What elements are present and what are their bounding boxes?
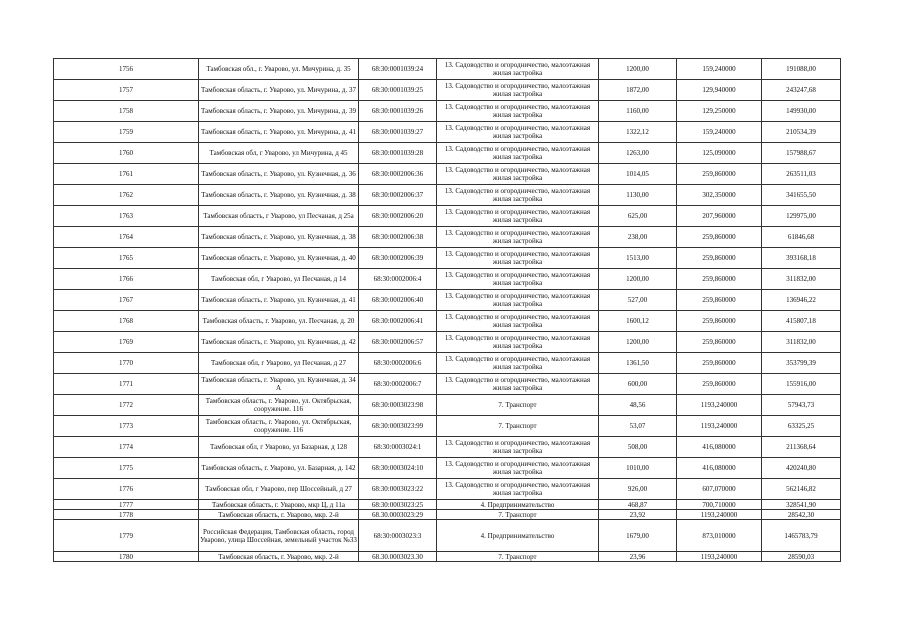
specific-value-cell: 873,010000 [677, 520, 762, 552]
specific-value-cell: 129,940000 [677, 80, 762, 101]
area-cell: 1872,00 [599, 80, 677, 101]
specific-value-cell: 1193,240000 [677, 510, 762, 520]
address-cell: Тамбовская область, г. Уварово, ул. Кузнечная, д. 38 [199, 227, 359, 248]
area-cell: 1200,00 [599, 332, 677, 353]
row-number-cell: 1766 [54, 269, 199, 290]
address-cell: Российская Федерация, Тамбовская область, город Уварово, улица Шоссейная, земельный участок №33 [199, 520, 359, 552]
cadastral-number-cell: 68:30:0002006:39 [359, 248, 437, 269]
row-number-cell: 1764 [54, 227, 199, 248]
table-row [54, 520, 841, 552]
table-row [54, 552, 841, 562]
row-number-cell: 1763 [54, 206, 199, 227]
cadastral-value-cell: 415807,18 [762, 311, 841, 332]
address-cell: Тамбовская обл, г Уварово, ул Мичурина, д 45 [199, 143, 359, 164]
table-row [54, 248, 841, 269]
cadastral-number-cell: 68.30.0003023:29 [359, 510, 437, 520]
cadastral-value-cell: 328541,90 [762, 500, 841, 510]
specific-value-cell: 1193,240000 [677, 416, 762, 437]
row-number-cell: 1775 [54, 458, 199, 479]
row-number-cell: 1779 [54, 520, 199, 552]
specific-value-cell: 159,240000 [677, 122, 762, 143]
specific-value-cell: 159,240000 [677, 59, 762, 80]
cadastral-number-cell: 68:30:0003023:22 [359, 479, 437, 500]
area-cell: 508,00 [599, 437, 677, 458]
address-cell: Тамбовская область, г. Уварово, ул. Кузнечная, д. 40 [199, 248, 359, 269]
cadastral-number-cell: 68:30:0001039:28 [359, 143, 437, 164]
address-cell: Тамбовская область, г. Уварово, ул. Октябрьская, сооружение. 116 [199, 395, 359, 416]
table-row [54, 332, 841, 353]
table-row [54, 374, 841, 395]
land-use-cell: 7. Транспорт [437, 552, 599, 562]
land-use-cell: 4. Предпринимательство [437, 500, 599, 510]
cadastral-number-cell: 68:30:0002006:36 [359, 164, 437, 185]
cadastral-value-table [53, 58, 841, 562]
area-cell: 600,00 [599, 374, 677, 395]
specific-value-cell: 700,710000 [677, 500, 762, 510]
cadastral-number-cell: 68:30:0002006:57 [359, 332, 437, 353]
specific-value-cell: 1193,240000 [677, 552, 762, 562]
area-cell: 1014,05 [599, 164, 677, 185]
specific-value-cell: 129,250000 [677, 101, 762, 122]
land-use-cell: 13. Садоводство и огородничество, малоэтажная жилая застройка [437, 290, 599, 311]
land-use-cell: 13. Садоводство и огородничество, малоэтажная жилая застройка [437, 353, 599, 374]
area-cell: 23,96 [599, 552, 677, 562]
table-row [54, 311, 841, 332]
cadastral-number-cell: 68:30:0003024:1 [359, 437, 437, 458]
area-cell: 1010,00 [599, 458, 677, 479]
row-number-cell: 1771 [54, 374, 199, 395]
row-number-cell: 1756 [54, 59, 199, 80]
land-use-cell: 13. Садоводство и огородничество, малоэтажная жилая застройка [437, 206, 599, 227]
row-number-cell: 1769 [54, 332, 199, 353]
table-row [54, 227, 841, 248]
specific-value-cell: 259,860000 [677, 248, 762, 269]
cadastral-number-cell: 68:30:0002006:37 [359, 185, 437, 206]
address-cell: Тамбовская область, г. Уварово, ул. Кузнечная, д. 34 А [199, 374, 359, 395]
specific-value-cell: 607,070000 [677, 479, 762, 500]
area-cell: 48,56 [599, 395, 677, 416]
address-cell: Тамбовская область, г. Уварово, ул. Базарная, д. 142 [199, 458, 359, 479]
address-cell: Тамбовская область, г. Уварово, ул. Кузнечная, д. 42 [199, 332, 359, 353]
land-use-cell: 13. Садоводство и огородничество, малоэтажная жилая застройка [437, 311, 599, 332]
land-use-cell: 13. Садоводство и огородничество, малоэтажная жилая застройка [437, 59, 599, 80]
land-use-cell: 13. Садоводство и огородничество, малоэтажная жилая застройка [437, 479, 599, 500]
area-cell: 1200,00 [599, 59, 677, 80]
cadastral-number-cell: 68:30:0002006:20 [359, 206, 437, 227]
specific-value-cell: 259,860000 [677, 164, 762, 185]
row-number-cell: 1776 [54, 479, 199, 500]
cadastral-number-cell: 68:30:0002006:38 [359, 227, 437, 248]
land-use-cell: 13. Садоводство и огородничество, малоэтажная жилая застройка [437, 80, 599, 101]
address-cell: Тамбовская область, г. Уварово, мкр. 2-й [199, 510, 359, 520]
area-cell: 23,92 [599, 510, 677, 520]
address-cell: Тамбовская область, г. Уварово, ул. Мичурина, д. 41 [199, 122, 359, 143]
cadastral-value-cell: 311832,00 [762, 332, 841, 353]
address-cell: Тамбовская область, г. Уварово, ул. Мичурина, д. 37 [199, 80, 359, 101]
cadastral-value-cell: 157988,67 [762, 143, 841, 164]
row-number-cell: 1767 [54, 290, 199, 311]
specific-value-cell: 125,090000 [677, 143, 762, 164]
area-cell: 1513,00 [599, 248, 677, 269]
row-number-cell: 1762 [54, 185, 199, 206]
row-number-cell: 1773 [54, 416, 199, 437]
land-use-cell: 13. Садоводство и огородничество, малоэтажная жилая застройка [437, 269, 599, 290]
table-row [54, 510, 841, 520]
specific-value-cell: 207,960000 [677, 206, 762, 227]
row-number-cell: 1777 [54, 500, 199, 510]
row-number-cell: 1778 [54, 510, 199, 520]
row-number-cell: 1772 [54, 395, 199, 416]
specific-value-cell: 259,860000 [677, 311, 762, 332]
cadastral-number-cell: 68:30:0001039:24 [359, 59, 437, 80]
cadastral-number-cell: 68:30:0003023:98 [359, 395, 437, 416]
land-use-cell: 13. Садоводство и огородничество, малоэтажная жилая застройка [437, 374, 599, 395]
area-cell: 1263,00 [599, 143, 677, 164]
cadastral-value-cell: 420240,80 [762, 458, 841, 479]
table-row [54, 290, 841, 311]
cadastral-value-cell: 63325,25 [762, 416, 841, 437]
table-row [54, 500, 841, 510]
cadastral-number-cell: 68:30:0003024:10 [359, 458, 437, 479]
cadastral-number-cell: 68:30:0001039:27 [359, 122, 437, 143]
land-use-cell: 4. Предпринимательство [437, 520, 599, 552]
area-cell: 1160,00 [599, 101, 677, 122]
specific-value-cell: 259,860000 [677, 290, 762, 311]
cadastral-value-cell: 210534,39 [762, 122, 841, 143]
cadastral-value-cell: 353799,39 [762, 353, 841, 374]
address-cell: Тамбовская область, г. Уварово, мкр. 2-й [199, 552, 359, 562]
area-cell: 625,00 [599, 206, 677, 227]
land-use-cell: 7. Транспорт [437, 416, 599, 437]
address-cell: Тамбовская область, г. Уварово, ул. Кузнечная, д. 38 [199, 185, 359, 206]
cadastral-number-cell: 68:30:0003023:3 [359, 520, 437, 552]
land-use-cell: 13. Садоводство и огородничество, малоэтажная жилая застройка [437, 437, 599, 458]
cadastral-value-cell: 243247,68 [762, 80, 841, 101]
cadastral-value-cell: 1465783,79 [762, 520, 841, 552]
cadastral-value-cell: 155916,00 [762, 374, 841, 395]
table-row [54, 206, 841, 227]
specific-value-cell: 1193,240000 [677, 395, 762, 416]
address-cell: Тамбовская обл., г. Уварово, ул. Мичурина, д. 35 [199, 59, 359, 80]
cadastral-value-cell: 129975,00 [762, 206, 841, 227]
area-cell: 926,00 [599, 479, 677, 500]
cadastral-value-cell: 393168,18 [762, 248, 841, 269]
table-row [54, 101, 841, 122]
cadastral-value-cell: 149930,00 [762, 101, 841, 122]
land-use-cell: 13. Садоводство и огородничество, малоэтажная жилая застройка [437, 185, 599, 206]
cadastral-number-cell: 68:30:0002006:40 [359, 290, 437, 311]
cadastral-value-cell: 28590,03 [762, 552, 841, 562]
area-cell: 527,00 [599, 290, 677, 311]
row-number-cell: 1759 [54, 122, 199, 143]
specific-value-cell: 416,080000 [677, 458, 762, 479]
address-cell: Тамбовская обл, г Уварово, ул Песчаная, д 14 [199, 269, 359, 290]
cadastral-value-cell: 136946,22 [762, 290, 841, 311]
cadastral-value-cell: 61846,68 [762, 227, 841, 248]
area-cell: 468,87 [599, 500, 677, 510]
cadastral-value-cell: 57943,73 [762, 395, 841, 416]
table-row [54, 458, 841, 479]
area-cell: 53,07 [599, 416, 677, 437]
address-cell: Тамбовская область, г Уварово, ул Песчаная, д 25а [199, 206, 359, 227]
land-use-cell: 13. Садоводство и огородничество, малоэтажная жилая застройка [437, 458, 599, 479]
table-row [54, 416, 841, 437]
address-cell: Тамбовская обл, г Уварово, ул Базарная, д 128 [199, 437, 359, 458]
cadastral-number-cell: 68:30:0002006:7 [359, 374, 437, 395]
cadastral-number-cell: 68:30:0002006:6 [359, 353, 437, 374]
address-cell: Тамбовская область, г. Уварово, ул. Мичурина, д. 39 [199, 101, 359, 122]
specific-value-cell: 259,860000 [677, 227, 762, 248]
area-cell: 1600,12 [599, 311, 677, 332]
specific-value-cell: 416,080000 [677, 437, 762, 458]
area-cell: 1361,50 [599, 353, 677, 374]
cadastral-value-cell: 263511,03 [762, 164, 841, 185]
address-cell: Тамбовская обл, г Уварово, пер Шоссейный, д 27 [199, 479, 359, 500]
cadastral-value-cell: 341655,50 [762, 185, 841, 206]
specific-value-cell: 259,860000 [677, 332, 762, 353]
land-use-cell: 13. Садоводство и огородничество, малоэтажная жилая застройка [437, 248, 599, 269]
table-row [54, 269, 841, 290]
row-number-cell: 1760 [54, 143, 199, 164]
specific-value-cell: 259,860000 [677, 269, 762, 290]
area-cell: 1130,00 [599, 185, 677, 206]
cadastral-value-cell: 211368,64 [762, 437, 841, 458]
cadastral-number-cell: 68:30:0002006:4 [359, 269, 437, 290]
row-number-cell: 1757 [54, 80, 199, 101]
address-cell: Тамбовская обл, г Уварово, ул Песчаная, д 27 [199, 353, 359, 374]
land-use-cell: 13. Садоводство и огородничество, малоэтажная жилая застройка [437, 122, 599, 143]
specific-value-cell: 259,860000 [677, 353, 762, 374]
cadastral-value-cell: 28542,30 [762, 510, 841, 520]
area-cell: 1200,00 [599, 269, 677, 290]
cadastral-number-cell: 68:30:0001039:26 [359, 101, 437, 122]
land-use-cell: 13. Садоводство и огородничество, малоэтажная жилая застройка [437, 101, 599, 122]
row-number-cell: 1761 [54, 164, 199, 185]
row-number-cell: 1780 [54, 552, 199, 562]
table-row [54, 353, 841, 374]
address-cell: Тамбовская область, г. Уварово, ул. Песчаная, д. 20 [199, 311, 359, 332]
row-number-cell: 1765 [54, 248, 199, 269]
land-use-cell: 13. Садоводство и огородничество, малоэтажная жилая застройка [437, 332, 599, 353]
land-use-cell: 13. Садоводство и огородничество, малоэтажная жилая застройка [437, 143, 599, 164]
row-number-cell: 1768 [54, 311, 199, 332]
cadastral-number-cell: 68:30:0003023:99 [359, 416, 437, 437]
table-row [54, 143, 841, 164]
land-use-cell: 7. Транспорт [437, 395, 599, 416]
cadastral-number-cell: 68:30:0001039:25 [359, 80, 437, 101]
row-number-cell: 1758 [54, 101, 199, 122]
specific-value-cell: 259,860000 [677, 374, 762, 395]
land-use-cell: 13. Садоводство и огородничество, малоэтажная жилая застройка [437, 227, 599, 248]
cadastral-number-cell: 68.30.0003023.30 [359, 552, 437, 562]
cadastral-number-cell: 68:30:0003023:25 [359, 500, 437, 510]
table-row [54, 185, 841, 206]
address-cell: Тамбовская область, г. Уварово, ул. Октябрьская, сооружение. 116 [199, 416, 359, 437]
cadastral-value-cell: 191088,00 [762, 59, 841, 80]
cadastral-value-cell: 311832,00 [762, 269, 841, 290]
cadastral-value-cell: 562146,82 [762, 479, 841, 500]
address-cell: Тамбовская область, г. Уварово, ул. Кузнечная, д. 36 [199, 164, 359, 185]
table-row [54, 122, 841, 143]
land-use-cell: 7. Транспорт [437, 510, 599, 520]
address-cell: Тамбовская область, г. Уварово, мкр Ц, д 11а [199, 500, 359, 510]
table-row [54, 437, 841, 458]
table-row [54, 80, 841, 101]
land-use-cell: 13. Садоводство и огородничество, малоэтажная жилая застройка [437, 164, 599, 185]
table-row [54, 479, 841, 500]
row-number-cell: 1774 [54, 437, 199, 458]
table-row [54, 395, 841, 416]
row-number-cell: 1770 [54, 353, 199, 374]
table-row [54, 164, 841, 185]
cadastral-number-cell: 68:30:0002006:41 [359, 311, 437, 332]
area-cell: 1322,12 [599, 122, 677, 143]
address-cell: Тамбовская область, г. Уварово, ул. Кузнечная, д. 41 [199, 290, 359, 311]
area-cell: 238,00 [599, 227, 677, 248]
specific-value-cell: 302,350000 [677, 185, 762, 206]
area-cell: 1679,00 [599, 520, 677, 552]
table-row [54, 59, 841, 80]
